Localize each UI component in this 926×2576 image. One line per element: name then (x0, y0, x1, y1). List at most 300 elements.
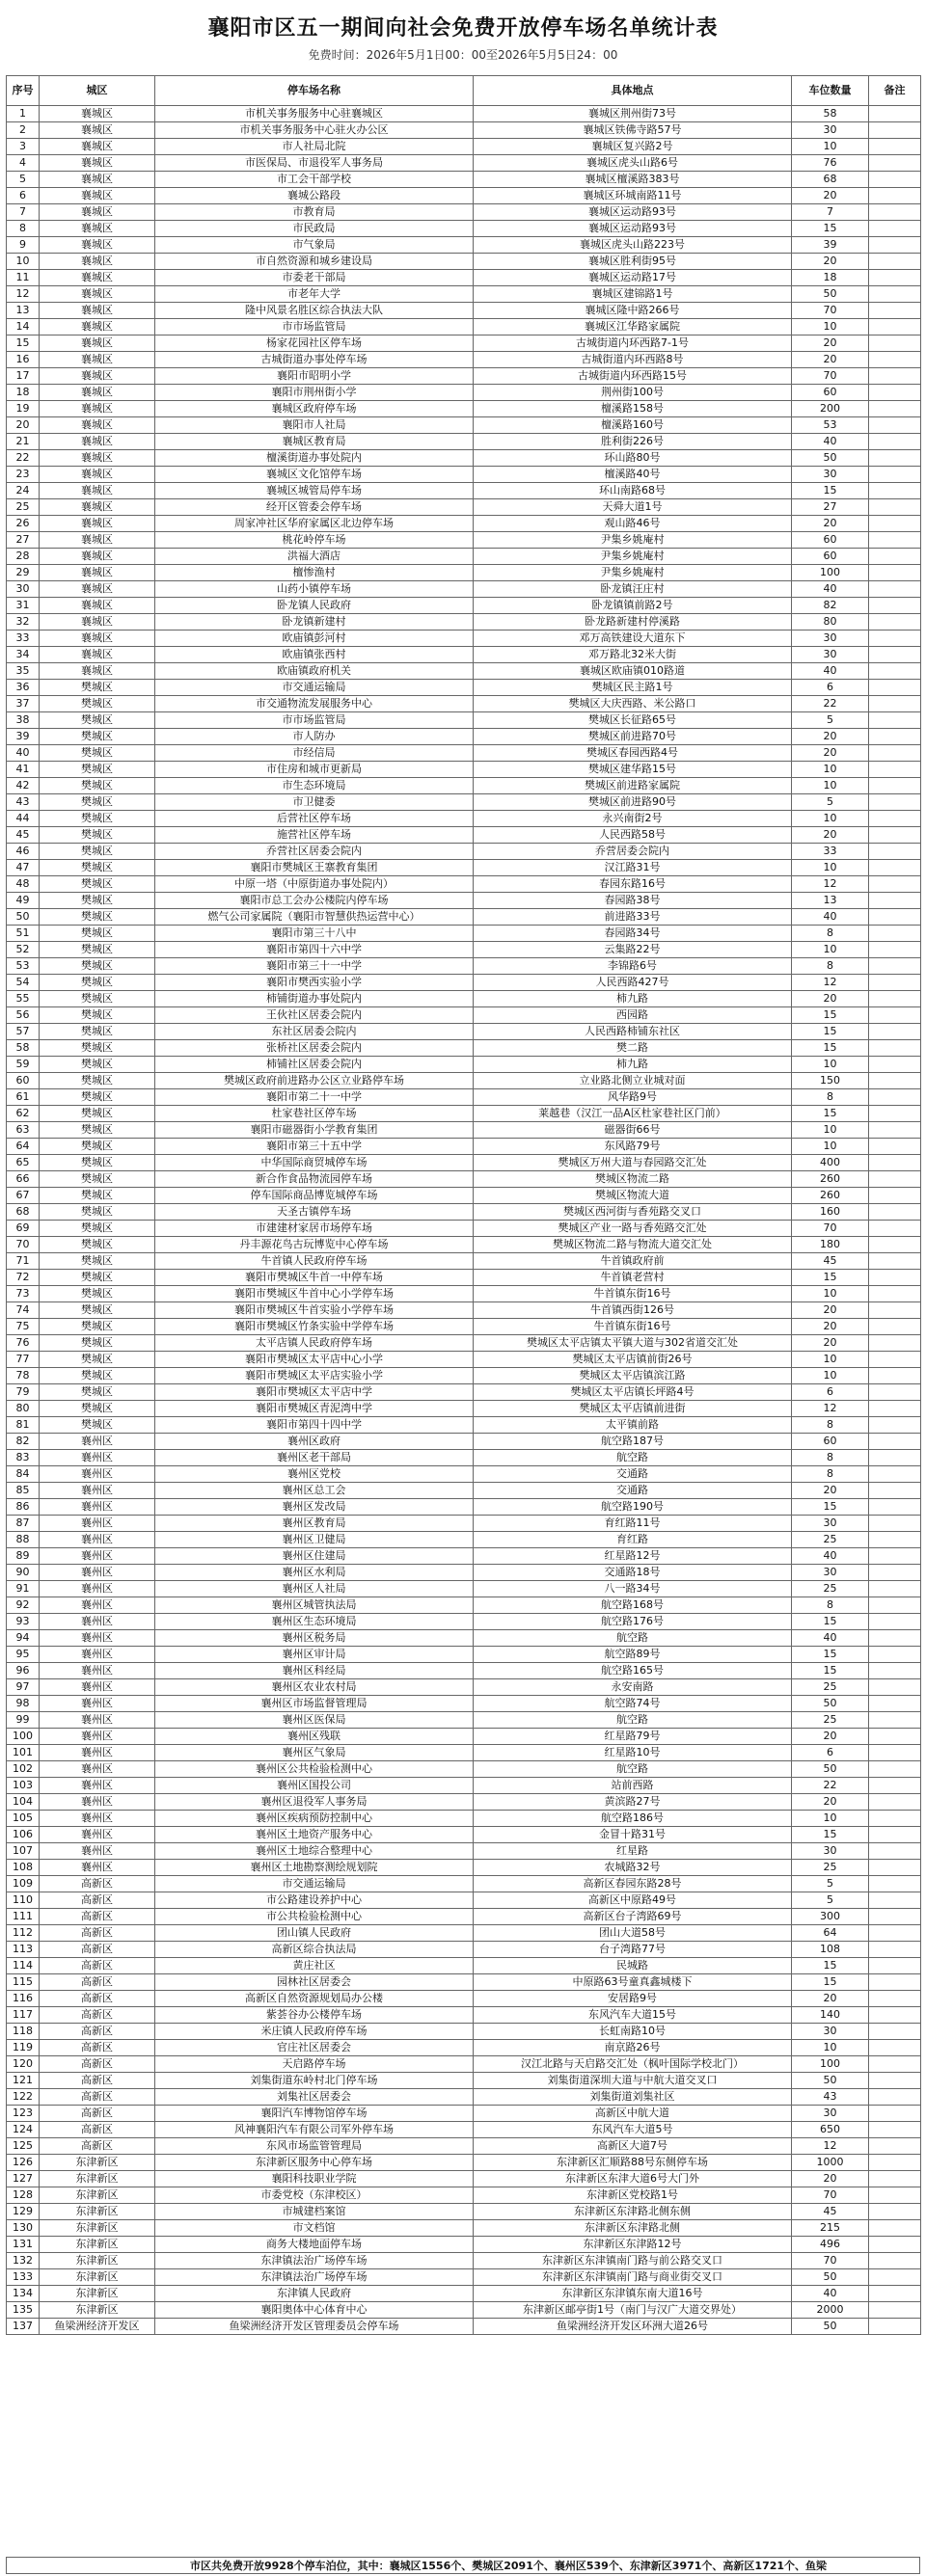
row-spaces: 10 (792, 139, 869, 155)
row-location: 檀溪路160号 (474, 417, 792, 434)
table-row (7, 958, 921, 975)
row-location: 春园东路16号 (474, 876, 792, 893)
row-parking-name: 高新区自然资源规划局办公楼 (155, 1991, 474, 2007)
row-district: 樊城区 (40, 1040, 155, 1057)
table-row (7, 385, 921, 401)
row-location: 人民西路427号 (474, 975, 792, 991)
row-remarks (869, 1204, 921, 1221)
row-spaces: 40 (792, 434, 869, 450)
row-index: 110 (7, 1892, 40, 1909)
row-district: 高新区 (40, 2040, 155, 2056)
table-row (7, 1647, 921, 1663)
row-district: 樊城区 (40, 1106, 155, 1122)
free-period-subtitle: 免费时间：2026年5月1日00：00至2026年5月5日24：00 (308, 48, 618, 62)
table-row (7, 1892, 921, 1909)
table-row (7, 1974, 921, 1991)
row-parking-name: 市卫健委 (155, 794, 474, 811)
row-location: 樊二路 (474, 1040, 792, 1057)
row-district: 高新区 (40, 1958, 155, 1974)
row-spaces: 60 (792, 549, 869, 565)
row-parking-name: 檀溪街道办事处院内 (155, 450, 474, 467)
row-index: 58 (7, 1040, 40, 1057)
row-district: 襄州区 (40, 1729, 155, 1745)
table-row (7, 680, 921, 696)
table-row (7, 1679, 921, 1696)
row-district: 樊城区 (40, 1237, 155, 1253)
row-location: 卧龙镇汪庄村 (474, 581, 792, 598)
row-spaces: 13 (792, 893, 869, 909)
row-spaces: 10 (792, 811, 869, 827)
row-district: 东津新区 (40, 2286, 155, 2302)
row-parking-name: 市教育局 (155, 204, 474, 221)
row-parking-name: 洪福大酒店 (155, 549, 474, 565)
row-spaces: 45 (792, 2204, 869, 2220)
row-remarks (869, 1516, 921, 1532)
row-spaces: 20 (792, 991, 869, 1007)
table-row (7, 991, 921, 1007)
row-index: 106 (7, 1827, 40, 1843)
row-index: 38 (7, 712, 40, 729)
table-row (7, 2040, 921, 2056)
row-district: 东津新区 (40, 2187, 155, 2204)
row-index: 133 (7, 2269, 40, 2286)
row-district: 襄州区 (40, 1647, 155, 1663)
row-parking-name: 市委老干部局 (155, 270, 474, 286)
table-row (7, 1516, 921, 1532)
row-location: 汉江北路与天启路交汇处（枫叶国际学校北门） (474, 2056, 792, 2073)
row-parking-name: 东社区居委会院内 (155, 1024, 474, 1040)
row-index: 20 (7, 417, 40, 434)
row-district: 襄城区 (40, 516, 155, 532)
table-row (7, 1745, 921, 1761)
table-row (7, 1270, 921, 1286)
row-parking-name: 市自然资源和城乡建设局 (155, 254, 474, 270)
row-district: 襄城区 (40, 368, 155, 385)
table-row (7, 1811, 921, 1827)
row-parking-name: 刘集社区居委会 (155, 2089, 474, 2106)
row-district: 樊城区 (40, 811, 155, 827)
row-spaces: 15 (792, 1024, 869, 1040)
row-remarks (869, 172, 921, 188)
row-spaces: 45 (792, 1253, 869, 1270)
row-district: 襄州区 (40, 1794, 155, 1811)
table-row (7, 352, 921, 368)
row-parking-name: 襄州区总工会 (155, 1483, 474, 1499)
row-district: 樊城区 (40, 893, 155, 909)
row-remarks (869, 1417, 921, 1434)
row-district: 襄州区 (40, 1843, 155, 1860)
row-parking-name: 市委党校（东津校区） (155, 2187, 474, 2204)
row-index: 86 (7, 1499, 40, 1516)
row-index: 67 (7, 1188, 40, 1204)
row-remarks (869, 1237, 921, 1253)
row-index: 62 (7, 1106, 40, 1122)
row-district: 襄州区 (40, 1663, 155, 1679)
row-index: 12 (7, 286, 40, 303)
row-spaces: 20 (792, 352, 869, 368)
row-index: 99 (7, 1712, 40, 1729)
row-spaces: 12 (792, 975, 869, 991)
row-parking-name: 风神襄阳汽车有限公司军外停车场 (155, 2122, 474, 2138)
row-location: 航空路74号 (474, 1696, 792, 1712)
row-district: 樊城区 (40, 794, 155, 811)
row-remarks (869, 450, 921, 467)
row-district: 襄州区 (40, 1827, 155, 1843)
row-location: 汉江路31号 (474, 860, 792, 876)
row-district: 高新区 (40, 2138, 155, 2155)
row-spaces: 25 (792, 1679, 869, 1696)
table-row (7, 2089, 921, 2106)
row-spaces: 70 (792, 2253, 869, 2269)
row-parking-name: 襄州区农业农村局 (155, 1679, 474, 1696)
row-location: 樊城区物流二路 (474, 1171, 792, 1188)
table-row (7, 1548, 921, 1565)
row-parking-name: 襄阳市樊城区牛首中心小学停车场 (155, 1286, 474, 1302)
table-row (7, 1794, 921, 1811)
row-index: 33 (7, 631, 40, 647)
row-remarks (869, 860, 921, 876)
row-district: 樊城区 (40, 909, 155, 926)
row-index: 95 (7, 1647, 40, 1663)
row-index: 32 (7, 614, 40, 631)
row-location: 航空路176号 (474, 1614, 792, 1630)
row-location: 东津新区汇顺路88号东侧停车场 (474, 2155, 792, 2171)
table-row (7, 844, 921, 860)
row-index: 76 (7, 1335, 40, 1352)
row-location: 东津新区东津路北侧 (474, 2220, 792, 2237)
table-row (7, 1319, 921, 1335)
row-remarks (869, 417, 921, 434)
row-location: 春园路38号 (474, 893, 792, 909)
row-location: 东津新区东津路12号 (474, 2237, 792, 2253)
row-parking-name: 襄州区土地资产服务中心 (155, 1827, 474, 1843)
table-row (7, 1860, 921, 1876)
row-district: 襄城区 (40, 237, 155, 254)
row-location: 襄城区檀溪路383号 (474, 172, 792, 188)
row-parking-name: 太平店镇人民政府停车场 (155, 1335, 474, 1352)
row-location: 李锦路6号 (474, 958, 792, 975)
table-row (7, 2319, 921, 2335)
row-location: 金冒十路31号 (474, 1827, 792, 1843)
row-district: 樊城区 (40, 1384, 155, 1401)
row-spaces: 82 (792, 598, 869, 614)
table-row (7, 729, 921, 745)
row-spaces: 6 (792, 680, 869, 696)
row-index: 127 (7, 2171, 40, 2187)
row-remarks (869, 1958, 921, 1974)
row-remarks (869, 335, 921, 352)
table-row (7, 893, 921, 909)
table-header-row (7, 76, 921, 106)
row-remarks (869, 1466, 921, 1483)
table-row (7, 1057, 921, 1073)
table-row (7, 1729, 921, 1745)
row-parking-name: 襄阳汽车博物馆停车场 (155, 2106, 474, 2122)
row-remarks (869, 1221, 921, 1237)
row-remarks (869, 1876, 921, 1892)
row-district: 樊城区 (40, 1155, 155, 1171)
row-index: 56 (7, 1007, 40, 1024)
table-row (7, 565, 921, 581)
header-district: 城区 (40, 76, 155, 106)
table-row (7, 368, 921, 385)
row-parking-name: 张桥社区居委会院内 (155, 1040, 474, 1057)
row-district: 襄城区 (40, 106, 155, 122)
row-location: 东津新区东津镇南门路与商业街交叉口 (474, 2269, 792, 2286)
row-district: 襄城区 (40, 122, 155, 139)
row-parking-name: 襄阳市樊城区牛首实验小学停车场 (155, 1302, 474, 1319)
row-index: 43 (7, 794, 40, 811)
table-row (7, 2302, 921, 2319)
row-parking-name: 襄州区市场监督管理局 (155, 1696, 474, 1712)
row-index: 11 (7, 270, 40, 286)
row-parking-name: 襄阳市人社局 (155, 417, 474, 434)
row-parking-name: 后营社区停车场 (155, 811, 474, 827)
row-parking-name: 襄州区科经局 (155, 1663, 474, 1679)
table-row (7, 1434, 921, 1450)
row-district: 樊城区 (40, 1188, 155, 1204)
row-spaces: 40 (792, 909, 869, 926)
row-parking-name: 欧庙镇政府机关 (155, 663, 474, 680)
table-row (7, 1073, 921, 1089)
row-parking-name: 襄州区医保局 (155, 1712, 474, 1729)
row-parking-name: 樊城区政府前进路办公区立业路停车场 (155, 1073, 474, 1089)
row-parking-name: 襄州区土地勘察测绘规划院 (155, 1860, 474, 1876)
row-index: 17 (7, 368, 40, 385)
row-parking-name: 襄州区公共检验检测中心 (155, 1761, 474, 1778)
row-parking-name: 天启路停车场 (155, 2056, 474, 2073)
row-parking-name: 襄州区老干部局 (155, 1450, 474, 1466)
row-location: 永安南路 (474, 1679, 792, 1696)
row-location: 乔营居委会院内 (474, 844, 792, 860)
row-parking-name: 襄阳市樊城区太平店中学 (155, 1384, 474, 1401)
row-parking-name: 东津镇人民政府 (155, 2286, 474, 2302)
table-row (7, 303, 921, 319)
row-index: 7 (7, 204, 40, 221)
row-parking-name: 经开区管委会停车场 (155, 499, 474, 516)
row-index: 10 (7, 254, 40, 270)
table-row (7, 647, 921, 663)
table-row (7, 778, 921, 794)
row-spaces: 20 (792, 827, 869, 844)
row-spaces: 43 (792, 2089, 869, 2106)
row-spaces: 10 (792, 1122, 869, 1139)
row-district: 襄城区 (40, 417, 155, 434)
row-district: 襄城区 (40, 450, 155, 467)
row-district: 襄城区 (40, 401, 155, 417)
row-index: 128 (7, 2187, 40, 2204)
row-location: 航空路 (474, 1761, 792, 1778)
row-district: 樊城区 (40, 1171, 155, 1188)
row-district: 高新区 (40, 2056, 155, 2073)
row-location: 樊城区西河街与香苑路交叉口 (474, 1204, 792, 1221)
row-index: 59 (7, 1057, 40, 1073)
row-spaces: 30 (792, 1565, 869, 1581)
row-remarks (869, 565, 921, 581)
row-parking-name: 襄州区发改局 (155, 1499, 474, 1516)
row-index: 130 (7, 2220, 40, 2237)
row-district: 高新区 (40, 2106, 155, 2122)
row-index: 68 (7, 1204, 40, 1221)
row-index: 82 (7, 1434, 40, 1450)
row-parking-name: 欧庙镇张西村 (155, 647, 474, 663)
table-row (7, 1991, 921, 2007)
row-district: 襄城区 (40, 663, 155, 680)
row-district: 襄州区 (40, 1696, 155, 1712)
row-spaces: 20 (792, 516, 869, 532)
row-location: 襄城区虎头山路6号 (474, 155, 792, 172)
row-remarks (869, 1597, 921, 1614)
table-row (7, 827, 921, 844)
row-spaces: 30 (792, 122, 869, 139)
row-spaces: 40 (792, 663, 869, 680)
row-parking-name: 牛首镇人民政府停车场 (155, 1253, 474, 1270)
row-remarks (869, 1434, 921, 1450)
table-row (7, 1909, 921, 1925)
row-index: 53 (7, 958, 40, 975)
row-remarks (869, 1188, 921, 1204)
row-remarks (869, 1647, 921, 1663)
row-index: 102 (7, 1761, 40, 1778)
table-row (7, 2204, 921, 2220)
row-spaces: 22 (792, 696, 869, 712)
row-index: 63 (7, 1122, 40, 1139)
row-index: 40 (7, 745, 40, 762)
row-location: 刘集街道深圳大道与中航大道交叉口 (474, 2073, 792, 2089)
row-index: 87 (7, 1516, 40, 1532)
row-district: 襄州区 (40, 1532, 155, 1548)
row-remarks (869, 2024, 921, 2040)
row-district: 东津新区 (40, 2302, 155, 2319)
row-remarks (869, 1499, 921, 1516)
row-parking-name: 襄州区党校 (155, 1466, 474, 1483)
row-parking-name: 襄州区气象局 (155, 1745, 474, 1761)
row-location: 尹集乡姚庵村 (474, 549, 792, 565)
row-spaces: 10 (792, 1057, 869, 1073)
table-row (7, 712, 921, 729)
table-row (7, 1237, 921, 1253)
row-location: 安居路9号 (474, 1991, 792, 2007)
row-spaces: 10 (792, 1368, 869, 1384)
row-location: 长虹南路10号 (474, 2024, 792, 2040)
row-parking-name: 杨家花园社区停车场 (155, 335, 474, 352)
table-row (7, 1696, 921, 1712)
row-location: 樊城区物流二路与物流大道交汇处 (474, 1237, 792, 1253)
row-spaces: 30 (792, 2106, 869, 2122)
row-parking-name: 米庄镇人民政府停车场 (155, 2024, 474, 2040)
row-index: 54 (7, 975, 40, 991)
row-parking-name: 襄阳市樊西实验小学 (155, 975, 474, 991)
table-row (7, 1401, 921, 1417)
table-row (7, 1302, 921, 1319)
table-row (7, 319, 921, 335)
row-district: 樊城区 (40, 1221, 155, 1237)
row-spaces: 160 (792, 1204, 869, 1221)
row-location: 观山路46号 (474, 516, 792, 532)
row-location: 八一路34号 (474, 1581, 792, 1597)
row-parking-name: 柿铺社区居委会院内 (155, 1057, 474, 1073)
row-remarks (869, 2204, 921, 2220)
row-spaces: 20 (792, 188, 869, 204)
row-parking-name: 东津镇法治广场停车场 (155, 2269, 474, 2286)
row-parking-name: 市公共检验检测中心 (155, 1909, 474, 1925)
row-index: 88 (7, 1532, 40, 1548)
row-district: 樊城区 (40, 1089, 155, 1106)
row-remarks (869, 762, 921, 778)
row-parking-name: 桃花岭停车场 (155, 532, 474, 549)
row-index: 71 (7, 1253, 40, 1270)
table-row (7, 1565, 921, 1581)
row-parking-name: 市人防办 (155, 729, 474, 745)
row-remarks (869, 385, 921, 401)
row-remarks (869, 876, 921, 893)
row-index: 61 (7, 1089, 40, 1106)
row-parking-name: 襄州区退役军人事务局 (155, 1794, 474, 1811)
row-index: 51 (7, 926, 40, 942)
row-index: 90 (7, 1565, 40, 1581)
row-remarks (869, 1401, 921, 1417)
row-remarks (869, 270, 921, 286)
row-spaces: 20 (792, 1302, 869, 1319)
row-index: 72 (7, 1270, 40, 1286)
row-parking-name: 襄阳科技职业学院 (155, 2171, 474, 2187)
row-district: 樊城区 (40, 1204, 155, 1221)
row-district: 襄城区 (40, 614, 155, 631)
table-row (7, 155, 921, 172)
row-remarks (869, 2171, 921, 2187)
row-spaces: 20 (792, 1729, 869, 1745)
row-location: 云集路22号 (474, 942, 792, 958)
row-index: 101 (7, 1745, 40, 1761)
row-remarks (869, 1089, 921, 1106)
row-spaces: 30 (792, 631, 869, 647)
row-remarks (869, 1483, 921, 1499)
row-remarks (869, 1319, 921, 1335)
row-remarks (869, 680, 921, 696)
row-index: 55 (7, 991, 40, 1007)
row-location: 襄城区胜利街95号 (474, 254, 792, 270)
row-spaces: 70 (792, 2187, 869, 2204)
row-district: 樊城区 (40, 827, 155, 844)
row-remarks (869, 794, 921, 811)
row-remarks (869, 926, 921, 942)
row-spaces: 30 (792, 1516, 869, 1532)
table-row (7, 1466, 921, 1483)
row-index: 29 (7, 565, 40, 581)
row-location: 襄城区运动路93号 (474, 221, 792, 237)
row-district: 襄城区 (40, 549, 155, 565)
row-parking-name: 丹丰源花鸟古玩博览中心停车场 (155, 1237, 474, 1253)
row-location: 立业路北侧立业城对面 (474, 1073, 792, 1089)
row-location: 樊城区产业一路与香苑路交汇处 (474, 1221, 792, 1237)
table-row (7, 1024, 921, 1040)
row-district: 樊城区 (40, 1335, 155, 1352)
row-index: 115 (7, 1974, 40, 1991)
row-index: 30 (7, 581, 40, 598)
row-district: 襄州区 (40, 1581, 155, 1597)
row-index: 134 (7, 2286, 40, 2302)
row-district: 高新区 (40, 2007, 155, 2024)
row-index: 35 (7, 663, 40, 680)
row-location: 樊城区前进路家属院 (474, 778, 792, 794)
table-row (7, 204, 921, 221)
row-district: 襄城区 (40, 254, 155, 270)
row-location: 团山大道58号 (474, 1925, 792, 1942)
row-district: 樊城区 (40, 1319, 155, 1335)
row-spaces: 150 (792, 1073, 869, 1089)
table-row (7, 1188, 921, 1204)
row-index: 85 (7, 1483, 40, 1499)
